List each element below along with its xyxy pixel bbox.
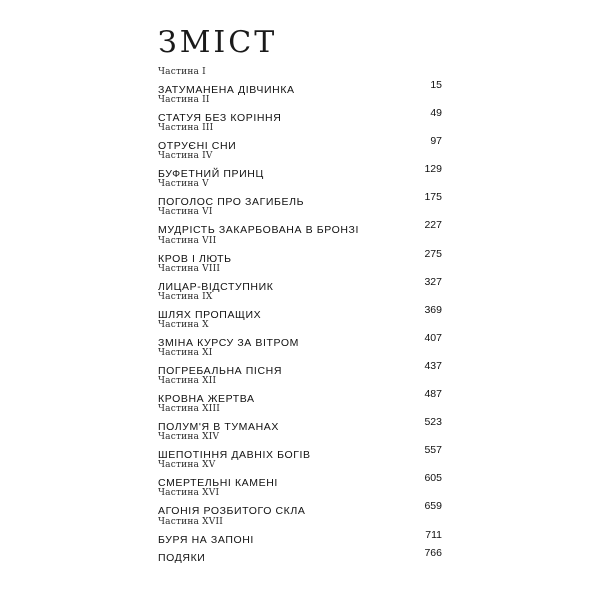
chapter-row bbox=[158, 78, 442, 96]
page-number: 369 bbox=[424, 303, 442, 316]
page-number: 605 bbox=[424, 472, 442, 485]
chapter-title: СТАТУЯ БЕЗ КОРІННЯ bbox=[158, 112, 282, 125]
page-number: 557 bbox=[424, 444, 442, 457]
chapter-title: ШЛЯХ ПРОПАЩИХ bbox=[158, 308, 262, 321]
toc-entry-part-3 bbox=[158, 123, 442, 151]
chapter-title: ЛИЦАР-ВІДСТУПНИК bbox=[158, 280, 274, 293]
page-number: 97 bbox=[430, 135, 442, 148]
part-label: Частина V bbox=[158, 179, 209, 190]
toc-entry-part-15 bbox=[158, 460, 442, 488]
toc-entry-part-8 bbox=[158, 264, 442, 292]
page-number: 49 bbox=[430, 107, 442, 120]
chapter-title: ОТРУЄНІ СНИ bbox=[158, 140, 237, 153]
chapter-row bbox=[158, 218, 442, 237]
page-number: 407 bbox=[424, 331, 442, 344]
chapter-row bbox=[158, 303, 442, 321]
chapter-row bbox=[158, 331, 442, 349]
toc-entry-part-1 bbox=[158, 67, 442, 95]
toc-entry-part-7 bbox=[158, 236, 442, 264]
part-label: Частина XI bbox=[158, 347, 213, 358]
chapter-row bbox=[158, 134, 442, 153]
chapter-title: КРОВ І ЛЮТЬ bbox=[158, 252, 232, 265]
part-label: Частина XII bbox=[158, 376, 217, 387]
chapter-title: ПОГРЕБАЛЬНА ПІСНЯ bbox=[158, 364, 282, 377]
toc-entry-part-11 bbox=[158, 348, 442, 376]
chapter-title: ПОГОЛОС ПРО ЗАГИБЕЛЬ bbox=[158, 196, 305, 209]
page-number: 659 bbox=[424, 500, 442, 513]
chapter-title: МУДРІСТЬ ЗАКАРБОВАНА В БРОНЗІ bbox=[158, 224, 359, 237]
chapter-row bbox=[158, 359, 442, 377]
page-number: 129 bbox=[424, 163, 442, 176]
toc-entry-acknowledgements bbox=[158, 546, 442, 566]
chapter-row bbox=[158, 247, 442, 265]
part-label: Частина XVI bbox=[158, 488, 220, 499]
part-label: Частина IV bbox=[158, 151, 213, 162]
part-label: Частина XIII bbox=[158, 404, 221, 415]
chapter-title: ШЕПОТІННЯ ДАВНІХ БОГІВ bbox=[158, 449, 311, 462]
chapter-title: БУФЕТНИЙ ПРИНЦ bbox=[158, 168, 264, 181]
chapter-row bbox=[158, 190, 442, 209]
toc-entry-part-12 bbox=[158, 376, 442, 404]
chapter-row bbox=[158, 528, 442, 546]
chapter-row bbox=[158, 162, 442, 181]
toc-entry-part-16 bbox=[158, 488, 442, 516]
page-number: 523 bbox=[424, 416, 442, 429]
part-label: Частина I bbox=[158, 67, 206, 77]
page-number: 437 bbox=[424, 359, 442, 372]
toc-entry-part-9 bbox=[158, 292, 442, 320]
part-label: Частина XV bbox=[158, 460, 216, 471]
part-label: Частина X bbox=[158, 319, 209, 330]
chapter-row bbox=[158, 471, 442, 490]
toc-entry-part-14 bbox=[158, 432, 442, 460]
part-label: Частина II bbox=[158, 95, 210, 106]
toc-entry-part-10 bbox=[158, 320, 442, 348]
chapter-row bbox=[158, 546, 442, 564]
page-number: 15 bbox=[430, 79, 442, 91]
part-label: Частина XIV bbox=[158, 432, 220, 443]
chapter-title: СМЕРТЕЛЬНІ КАМЕНІ bbox=[158, 477, 278, 490]
toc-entry-part-4 bbox=[158, 151, 442, 179]
chapter-title: ПОЛУМ'Я В ТУМАНАХ bbox=[158, 421, 279, 434]
chapter-title: АГОНІЯ РОЗБИТОГО СКЛА bbox=[158, 505, 306, 518]
part-label: Частина XVII bbox=[158, 516, 223, 527]
chapter-row bbox=[158, 387, 442, 406]
chapter-title: КРОВНА ЖЕРТВА bbox=[158, 393, 255, 406]
chapter-title: ЗАТУМАНЕНА ДІВЧИНКА bbox=[158, 84, 295, 96]
toc-entry-part-17 bbox=[158, 517, 442, 545]
toc-entry-part-2 bbox=[158, 95, 442, 123]
page-number: 487 bbox=[424, 388, 442, 401]
page-number: 175 bbox=[424, 191, 442, 204]
part-label: Частина VII bbox=[158, 235, 217, 246]
page-number: 275 bbox=[424, 247, 442, 260]
toc-heading: ЗМІСТ bbox=[158, 25, 278, 60]
toc-entry-part-13 bbox=[158, 404, 442, 432]
page-number: 711 bbox=[425, 528, 442, 541]
chapter-row bbox=[158, 106, 442, 125]
chapter-row bbox=[158, 443, 442, 462]
toc-list bbox=[158, 67, 442, 566]
page-number: 766 bbox=[424, 546, 442, 559]
part-label: Частина VI bbox=[158, 207, 213, 218]
chapter-row bbox=[158, 415, 442, 434]
page-number: 227 bbox=[424, 219, 442, 232]
chapter-row bbox=[158, 499, 442, 518]
part-label: Частина VIII bbox=[158, 263, 221, 274]
page-number: 327 bbox=[424, 275, 442, 288]
chapter-row bbox=[158, 275, 442, 293]
chapter-title: БУРЯ НА ЗАПОНІ bbox=[158, 533, 254, 546]
part-label: Частина III bbox=[158, 123, 214, 134]
chapter-title: ПОДЯКИ bbox=[158, 551, 206, 564]
chapter-title: ЗМІНА КУРСУ ЗА ВІТРОМ bbox=[158, 336, 300, 349]
toc-entry-part-6 bbox=[158, 207, 442, 235]
part-label: Частина IX bbox=[158, 291, 213, 302]
toc-entry-part-5 bbox=[158, 179, 442, 207]
